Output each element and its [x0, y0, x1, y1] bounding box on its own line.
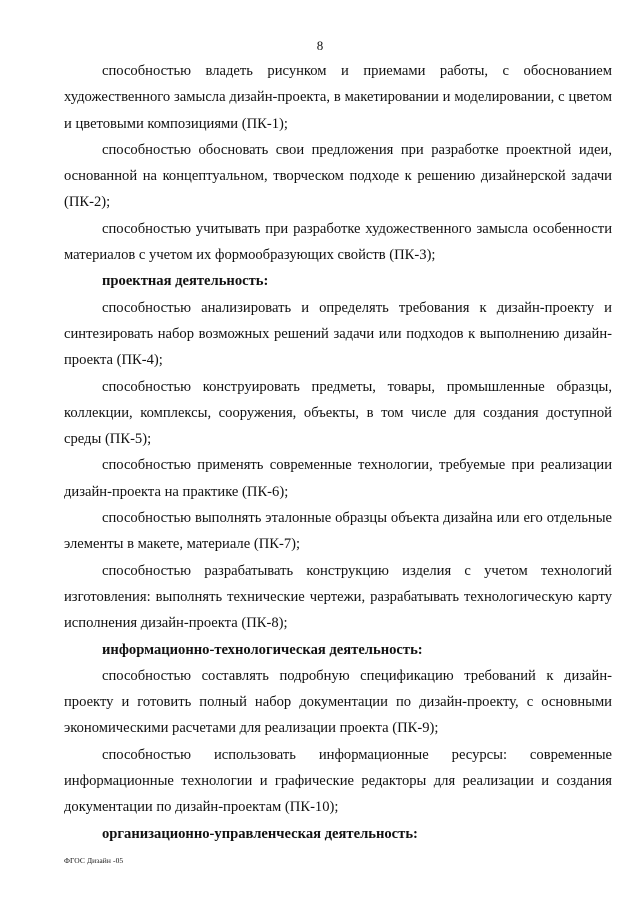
section-heading: проектная деятельность: [102, 273, 269, 290]
competency-paragraph: способностью составлять подробную спецификацию требований к дизайн-проекту и готовить полный набор документации по дизайн-проекту, с основными экономическими расчетами для реализации проекта (ПК-9); [64, 667, 612, 737]
document-footer: ФГОС Дизайн -05 [64, 856, 124, 865]
competency-paragraph: способностью обосновать свои предложения при разработке проектной идеи, основанной на концептуальном, творческом подходе к решению дизайнерской задачи (ПК-2); [64, 141, 612, 211]
competency-paragraph: способностью применять современные технологии, требуемые при реализации дизайн-проекта на практике (ПК-6); [64, 457, 612, 500]
competency-paragraph: способностью использовать информационные ресурсы: современные информационные технологии и графические редакторы для реализации и создания документации по дизайн-проектам (ПК-10); [64, 746, 612, 816]
competency-paragraph: способностью анализировать и определять требования к дизайн-проекту и синтезировать набор возможных решений задачи или подходов к выполнению дизайн-проекта (ПК-4); [64, 299, 612, 369]
section-heading: организационно-управленческая деятельность: [102, 825, 418, 842]
document-body [64, 58, 612, 847]
competency-paragraph: способностью владеть рисунком и приемами работы, с обоснованием художественного замысла дизайн-проекта, в макетировании и моделировании, с цветом и цветовыми композициями (ПК-1); [64, 63, 612, 132]
section-heading: информационно-технологическая деятельность: [102, 641, 423, 658]
competency-paragraph: способностью учитывать при разработке художественного замысла особенности материалов с учетом их формообразующих свойств (ПК-3); [64, 220, 612, 264]
page-number: 8 [316, 38, 324, 53]
competency-paragraph: способностью разрабатывать конструкцию изделия с учетом технологий изготовления: выполнять технические чертежи, разрабатывать технологическую карту исполнения дизайн-проекта (ПК-8); [64, 562, 612, 632]
competency-paragraph: способностью конструировать предметы, товары, промышленные образцы, коллекции, комплексы, сооружения, объекты, в том числе для создания доступной среды (ПК-5); [64, 378, 612, 448]
competency-paragraph: способностью выполнять эталонные образцы объекта дизайна или его отдельные элементы в макете, материале (ПК-7); [64, 510, 612, 553]
